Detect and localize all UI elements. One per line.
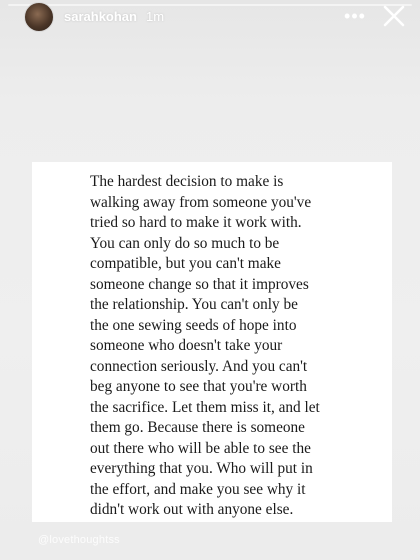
avatar[interactable] (24, 2, 54, 32)
more-horizontal-icon: ••• (344, 6, 366, 26)
quote-card (32, 162, 392, 522)
story-timestamp: 1m (146, 9, 165, 24)
more-options-button[interactable] (340, 4, 370, 28)
close-button[interactable] (380, 2, 408, 30)
quote-text: The hardest decision to make is walking away from someone you've tried so hard to make it work with. You can only do so much to be compatible, but you can't make someone change so that it improves the relationship. You can't only be the one sewing seeds of hope into someone who doesn't take your connection seriously. And you can't beg anyone to see that you're worth the sacrifice. Let them miss it, and let them go. Because there is someone out there who will be able to see the everything that you. Who will put in the effort, and make you see why it didn't work out with anyone else. (90, 173, 320, 518)
username[interactable]: sarahkohan (64, 9, 137, 24)
close-icon (380, 2, 408, 30)
source-watermark: @lovethoughtss (38, 534, 120, 546)
story-header (0, 0, 420, 36)
